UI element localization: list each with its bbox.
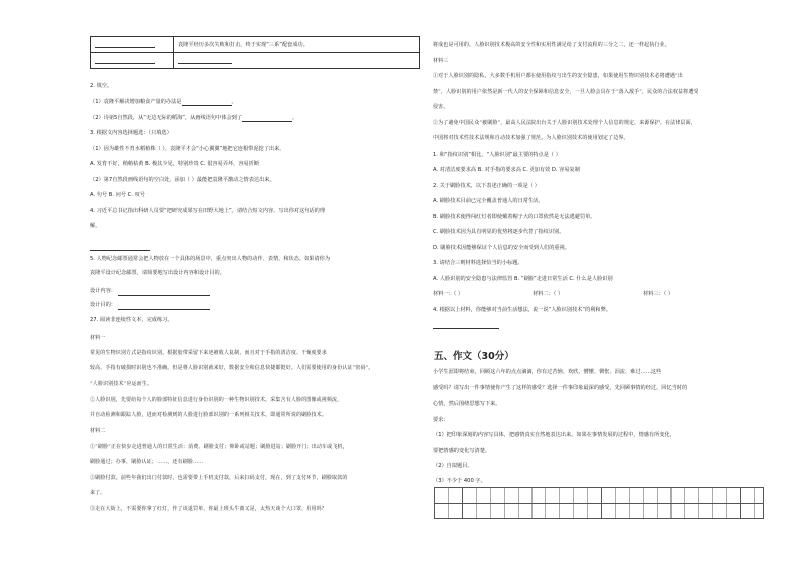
material-3-text: 侵害。 (433, 104, 449, 110)
essay-prompt: 感受吗？请写出一件事情使你产生了这样的感受？选择一件事印象最深的感受，先回顾事情的经过，回忆当时的 (433, 385, 688, 391)
question-5-line2: 袁隆平设计纪念邮票，请简要地写出设计内容和设计目的。 (90, 270, 225, 276)
question-text: （2）诗第5自然段，从“无边无际的稻海”，从画线语句中体会到了 (90, 115, 243, 121)
table-cell-blank (174, 53, 420, 69)
material-2-answer[interactable]: 材料二：（ ） (533, 291, 564, 297)
material-2-text: 来了。 (90, 490, 106, 496)
table-row (91, 53, 420, 69)
answer-blank[interactable] (242, 116, 292, 122)
answer-line[interactable] (433, 328, 499, 329)
requirements-label: 要求： (433, 417, 449, 423)
right-question-3-options: A. 人脸识别的安全隐患与法律监管 B. “刷脸”走进日常生活 C. 什么是人脸识别 (433, 276, 613, 282)
answer-blank[interactable] (182, 100, 232, 106)
material-1-text: 并自动检测和跟踪人脸，进而对检测到的人脸进行脸部识别的一系列相关技术，即通常所说的刷脸技术。 (90, 412, 327, 418)
material-2-continued: 将成也是可用的。人脸识别技术极高的安全性和实用性满足给了支付流程的三分之二，还一样起执行业。 (433, 42, 670, 48)
material-2-text: ①“刷脸”正在快步走进普通人的日常生活：消费、刷脸支付；仰卧或站题；刷脸进站；刷脸开门；出动车或飞机， (90, 444, 348, 450)
material-1-text: “人脸识别技术”应运而生。 (90, 381, 153, 387)
question-3-2-options: A. 句号 B. 问号 C. 叹号 (90, 192, 145, 198)
right-question-3: 3. 请结合三则材料选择恰当的小标题。 (433, 260, 523, 266)
header-table (90, 36, 420, 69)
requirement-3: （3）不少于 400 字。 (433, 478, 486, 484)
section-5-title: 五、作文（30分） (434, 351, 514, 362)
question-2-2 (90, 115, 297, 122)
table-cell-blank (91, 53, 174, 69)
question-27: 27. 阅读非连续性文本，完成练习。 (90, 317, 173, 323)
question-3-2: （2）第7自然段画线语句的空白处，添加（ ）最能把袁隆平激动之情表达出来。 (90, 177, 275, 183)
design-purpose-line[interactable] (118, 309, 210, 310)
material-3-heading: 材料三 (433, 58, 449, 64)
material-3-text: 禁”，人脸识别的用户依然是新一代人的安全保障和信息安全，一旦人脸会员在于“落入敌手”，民众的合法权益将遭受 (433, 89, 699, 95)
answer-blank[interactable] (95, 58, 155, 64)
right-question-2-option-a: A. 刷脸技术目前已完全覆盖普通人的日常生活。 (433, 198, 544, 204)
question-text-end: 。 (292, 115, 298, 121)
material-1-heading: 材料一 (90, 335, 106, 341)
material-2-text: 刷脸通过；办事，刷脸认证；……，还有刷脸…… (90, 459, 204, 465)
material-3-text: ②为了避免中国民众“被刷脸”，最高人民法院出台关于人脸识别技术处理个人信息的规定，来源保护。在法律层面， (433, 120, 696, 126)
right-question-2: 2. 关于刷脸技术，以下表述正确的一项是（ ） (433, 183, 540, 189)
right-question-1-options: A. 对清洁度要求高 B. 对手指的要求高 C. 更加有效 D. 容易复制 (433, 167, 580, 173)
right-question-1: 1. 和“指纹识别”相比，“人脸识别”最主要的特点是（ ） (433, 152, 561, 158)
material-2-text: ②刷脸付款。前些年我们出门付款时，也需要带上手机支付款，后来扫码支付，现在，到了支付环节，刷脸取款的 (90, 475, 348, 481)
question-3: 3. 根据文内容选择题选：（只填选） (90, 130, 172, 136)
material-1-text: ②人脸识别，先要给每个人的脸部特征信息进行身份识别的一种生物识别技术。采集含有人脸的图像或视频流， (90, 397, 343, 403)
answer-line[interactable] (90, 250, 150, 251)
answer-blank[interactable] (95, 42, 155, 48)
question-5-line1: 5. 人物纪念邮票通常会把人物放在一个具体的场景中，重点突出人物的动作、表情、和状态。如果请你为 (90, 256, 331, 262)
material-1-text: 较高，手指有破损时识别也不准确。但是将人脸识别就来好，数据安全和信息快捷都挺好。人们需要使用的身份认证“密码”。 (90, 365, 374, 371)
grid-row[interactable] (435, 503, 763, 518)
question-4-line1: 4. 习近平总书记指出科研人员要“把研究成果写在田野大地上”。请结合短文内容，写出你对这句话的理 (90, 208, 326, 214)
requirement-1-cont: 要把情感的变化写清楚。 (433, 448, 491, 454)
material-2-text: ③走在大街上，不需要你拿了红灯，作了该退罚单，你最上班头牛离又是，太热天谈个大口罩，用用吗？ (90, 506, 327, 512)
answer-blank[interactable] (178, 58, 232, 64)
material-3-answer[interactable]: 材料三：（ ） (643, 291, 674, 297)
question-4-line2: 解。 (90, 223, 101, 229)
grid-row[interactable] (435, 488, 763, 504)
question-3-1: （1）因为雄性不育水稻植株（ ），袁隆平才会“小心翼翼”地把它连根带泥挖了出来。 (90, 146, 285, 152)
right-question-2-option-b: B. 刷脸技术使得闯红灯者即使戴着帽子大的口罩依然是无法逃避罚单。 (433, 214, 596, 220)
material-1-answer[interactable]: 材料一：（ ） (433, 291, 464, 297)
essay-writing-grid[interactable] (434, 487, 764, 519)
question-text-end: 。 (231, 99, 237, 105)
essay-prompt: 心情，然后围绕思想写下来。 (433, 401, 501, 407)
table-cell-text: 袁隆平经历多次失败和打击，终于实现“三系”配套成功。 (174, 37, 420, 53)
right-question-2-option-d: D. 刷脸技术因能够保证个人信息的安全而受到人们的重视。 (433, 245, 570, 251)
requirement-2: （2）自拟题目。 (433, 463, 473, 469)
table-row (91, 37, 420, 53)
question-3-1-options: A. 发育不好，稍稍枯黄 B. 极其少见，特别珍贵 C. 很容易弄坏，容易折断 (90, 161, 260, 167)
design-content-line[interactable] (118, 295, 210, 296)
design-content-label: 设计内容： (90, 288, 116, 294)
material-3-text: ①对于人脸识别的隐私，大多数手机用户都在使用指纹与出生的安全隐患，如果使用生物识别技术必将遭遇“出 (433, 73, 683, 79)
table-cell-blank (91, 37, 174, 53)
material-2-heading: 材料二 (90, 428, 106, 434)
material-3-text: 中国将对技术性技术法规和自动技术加强了规范。为人脸识别技术的使用划定了边界。 (433, 135, 629, 141)
question-2: 2. 填空。 (90, 83, 113, 89)
question-2-1 (90, 99, 237, 106)
right-question-4: 4. 根据以上材料，你能够对当前生活想法，说一说“人脸识别技术”的利和弊。 (433, 307, 611, 313)
material-1-text: 常见的生物识别方式是指纹识别。根据胶带采留下来迹被收人复制，而且对于手指的清洁度、干燥度要求 (90, 350, 327, 356)
essay-prompt: 小学生涯即将结束，回顾这六年的点点滴滴，你有过苦恼、欢欣、懵懂、惆怅、泪流、难过……这些 (433, 369, 662, 375)
right-question-2-option-c: C. 刷脸技术因为具有明显的优势将逐步代替了指纹识别。 (433, 229, 565, 235)
design-purpose-label: 设计目的： (90, 302, 116, 308)
question-text: （1）袁隆平解决增加粮食产量的办法是 (90, 99, 182, 105)
requirement-1: （1）把印象深刻的内容写具体，把感情真实自然地表达出来。如果在事情发展的过程中，情感有所变化， (433, 432, 675, 438)
